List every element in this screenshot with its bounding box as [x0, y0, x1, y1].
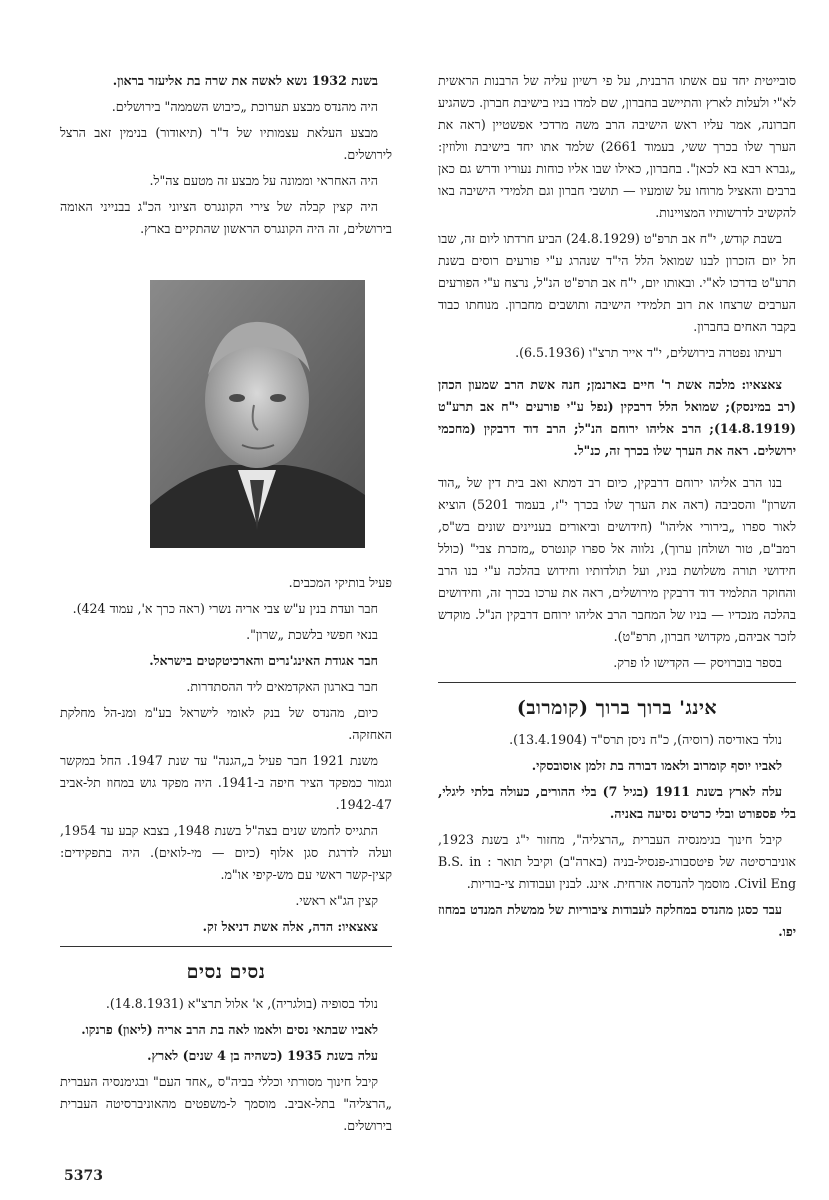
- paragraph: לאביו שבתאי נסים ולאמו לאה בת הרב אריה (ליאון) פרנקו.: [81, 1022, 378, 1037]
- paragraph: סובייטית יחד עם אשתו הרבנית, על פי רשיון עליה של הרבנות הראשית לא"י ולעלות לארץ והתיישב בחברון, שם למדו בניו בישיבת חברון. כשהגיע חברונה, אמר עליו ראש הישיבה הרב משה מרדכי אפשטיין (ראה את הערך שלו בכרך ששי, בעמוד 2661) שלמד אתו יחד בישיבת וולוזין: „גברא רבא בא לכאן". בחברון, כאילו שבו אליו כוחות נעוריו ודרש גם כאן ברבים והאציל מרוחו על שומעיו — תושבי חברון וגם תלמידי הישיבה באו להקשיב לדרשותיו המצויינות.: [438, 73, 797, 220]
- paragraph: חבר בארגון האקדמאים ליד ההסתדרות.: [186, 679, 378, 694]
- page-number: 5373: [64, 1168, 103, 1184]
- entry-heading: נסים נסים: [186, 961, 266, 983]
- paragraph: כיום, מהנדס של בנק לאומי לישראל בע"מ ומנ-הל מחלקת האחזקה.: [60, 705, 392, 742]
- left-column-bottom: [60, 572, 392, 1141]
- paragraph: בנו הרב אליהו ירוחם דרבקין, כיום רב דמתא ואב בית דין של „הוד השרון" והסביבה (ראה את הערך שלו בכרך י"ז, בעמוד 5201) הוציא לאור ספרו „בירורי אליהו" (חידושים וביאורים בעניינים שונים בש"ס, רמב"ם, טור ושולחן ערוך), נלווה אל ספרו קונטרס „מזכרת צבי" (כולל חידושי תורה משלושת בניו, ועל תולדותיו וחידוש בהלכה ע"י בנו הרב והחוקר התלמיד דוד דרבקין מירושלים, ראה את ערכו בכרך זה, וחידושים בהלכה מנכדיו — בניו של המחבר הרב אליהו ירוחם דרבקין הנ"ל. מוקדש לזכר אביהם, מקדושי חברון, תרפ"ט).: [438, 475, 796, 644]
- paragraph: נולד בסופיה (בולגריה), א' אלול תרצ"א (14.8.1931).: [105, 996, 378, 1011]
- paragraph: בשבת קודש, י"ח אב תרפ"ט (24.8.1929) הביע חרדתו ליום זה, שבו חל יום הזכרון לבנו שמואל הלל הי"ד שנהרג ע"י פורעים רוסים בשנת תרע"ט בדרכו לא"י. ובאותו יום, י"ח אב תרפ"ט הנ"ל, נרצח ע"י הפורעים הערבים שרצחו את רוב תלמידי הישיבה ותושבים מחברון. מנוחתו כבוד בקבר האחים בחברון.: [438, 231, 796, 334]
- portrait-photo: [150, 280, 365, 548]
- paragraph: לאביו יוסף קומרוב ולאמו דבורה בת זלמן אוסובסקי.: [531, 758, 782, 773]
- paragraph: קיבל חינוך בגימנסיה העברית „הרצליה", מחזור י"ג בשנת 1923, אוניברסיטה של פיטסבורג-פנסיל-בניה (בארה"ב) וקיבל תואר : B.S. in Civil Eng. מוסמך להנדסה אזרחית. אינג. לבנין ועבודות צי-בוריות.: [438, 832, 796, 891]
- entry-heading: אינג' ברוך ברוך (קומרוב): [516, 697, 718, 719]
- paragraph: נולד באודיסה (רוסיה), כ"ח ניסן תרס"ד (13.4.1904).: [509, 732, 782, 747]
- paragraph: מבצע העלאת עצמותיו של ד"ר (תיאודור) בנימין זאב הרצל לירושלים.: [60, 125, 392, 162]
- paragraph: היה האחראי וממונה על מבצע זה מטעם צה"ל.: [149, 173, 378, 188]
- paragraph: היה קצין קבלה של צירי הקונגרס הציוני הכ"ג בבנייני האומה בירושלים, זה היה הקונגרס הראשון שהתקיים בארץ.: [60, 199, 392, 236]
- descendants-paragraph: צאצאיו: הדה, אלה אשת דניאל זק.: [202, 919, 378, 934]
- section-divider: [60, 946, 392, 947]
- paragraph: בנאי חפשי בלשכת „שרון".: [246, 627, 378, 642]
- paragraph: חבר אגודת האינג'נרים והארכיטקטים בישראל.: [149, 653, 378, 668]
- paragraph: חבר ועדת בנין ע"ש צבי אריה נשרי (ראה כרך א', עמוד 424).: [72, 601, 378, 616]
- descendants-paragraph: צאצאיו: מלכה אשת ר' חיים בארנמן; חנה אשת הרב שמעון הכהן (רב במינסק); שמואל הלל דרבקין (נפל ע"י פורעים י"ח אב תרע"ט (14.8.1919); הרב אליהו ירוחם הנ"ל; הרב דוד דרבקין (מחכמי ירושלים. ראה את הערך שלו בכרך זה, כנ"ל.: [438, 377, 796, 458]
- paragraph: עבד כסגן מהנדס במחלקה לעבודות ציבוריות של ממשלת המנדט במחוז יפו.: [438, 902, 796, 939]
- paragraph: קיבל חינוך מסורתי וכללי בביה"ס „אחד העם" ובגימנסיה העברית „הרצליה" בתל-אביב. מוסמך ל-משפטים מהאוניברסיטה העברית בירושלים.: [60, 1074, 392, 1133]
- paragraph: התגייס לחמש שנים בצה"ל בשנת 1948, בצבא קבע עד 1954, ועלה לדרגת סגן אלוף (כיום — מי-לואים). היה בתפקידים: קצין-קשר ראשי עם מש-קיפי או"מ.: [60, 823, 392, 882]
- paragraph: קצין הג"א ראשי.: [295, 893, 378, 908]
- paragraph: רעיתו נפטרה בירושלים, י"ד אייר תרצ"ו (6.5.1936).: [515, 345, 782, 360]
- paragraph: היה מהנדס מבצע תערוכת „כיבוש השממה" בירושלים.: [111, 99, 378, 114]
- paragraph: עלה בשנת 1935 (כשהיה בן 4 שנים) לארץ.: [147, 1048, 378, 1063]
- paragraph: עלה לארץ בשנת 1911 (בגיל 7) בלי ההורים, כעולה בלתי ליגלי, בלי פספורט ובלי כרטיס נסיעה באניה.: [438, 784, 796, 821]
- left-column-top: [60, 70, 392, 244]
- paragraph: בשנת 1932 נשא לאשה את שרה בת אליעזר בראון.: [112, 73, 378, 88]
- paragraph: בספר בוברויסק — הקדישו לו פרק.: [613, 655, 782, 670]
- section-divider: [438, 682, 796, 683]
- paragraph: משנת 1921 חבר פעיל ב„הגנה" עד שנת 1947. החל במקשר וגמור כמפקד הציר חיפה ב-1941. היה מפקד גוש במחוז תל-אביב 1942-47.: [60, 753, 392, 812]
- paragraph: פעיל בותיקי המכבים.: [288, 575, 392, 590]
- right-column: [438, 70, 796, 947]
